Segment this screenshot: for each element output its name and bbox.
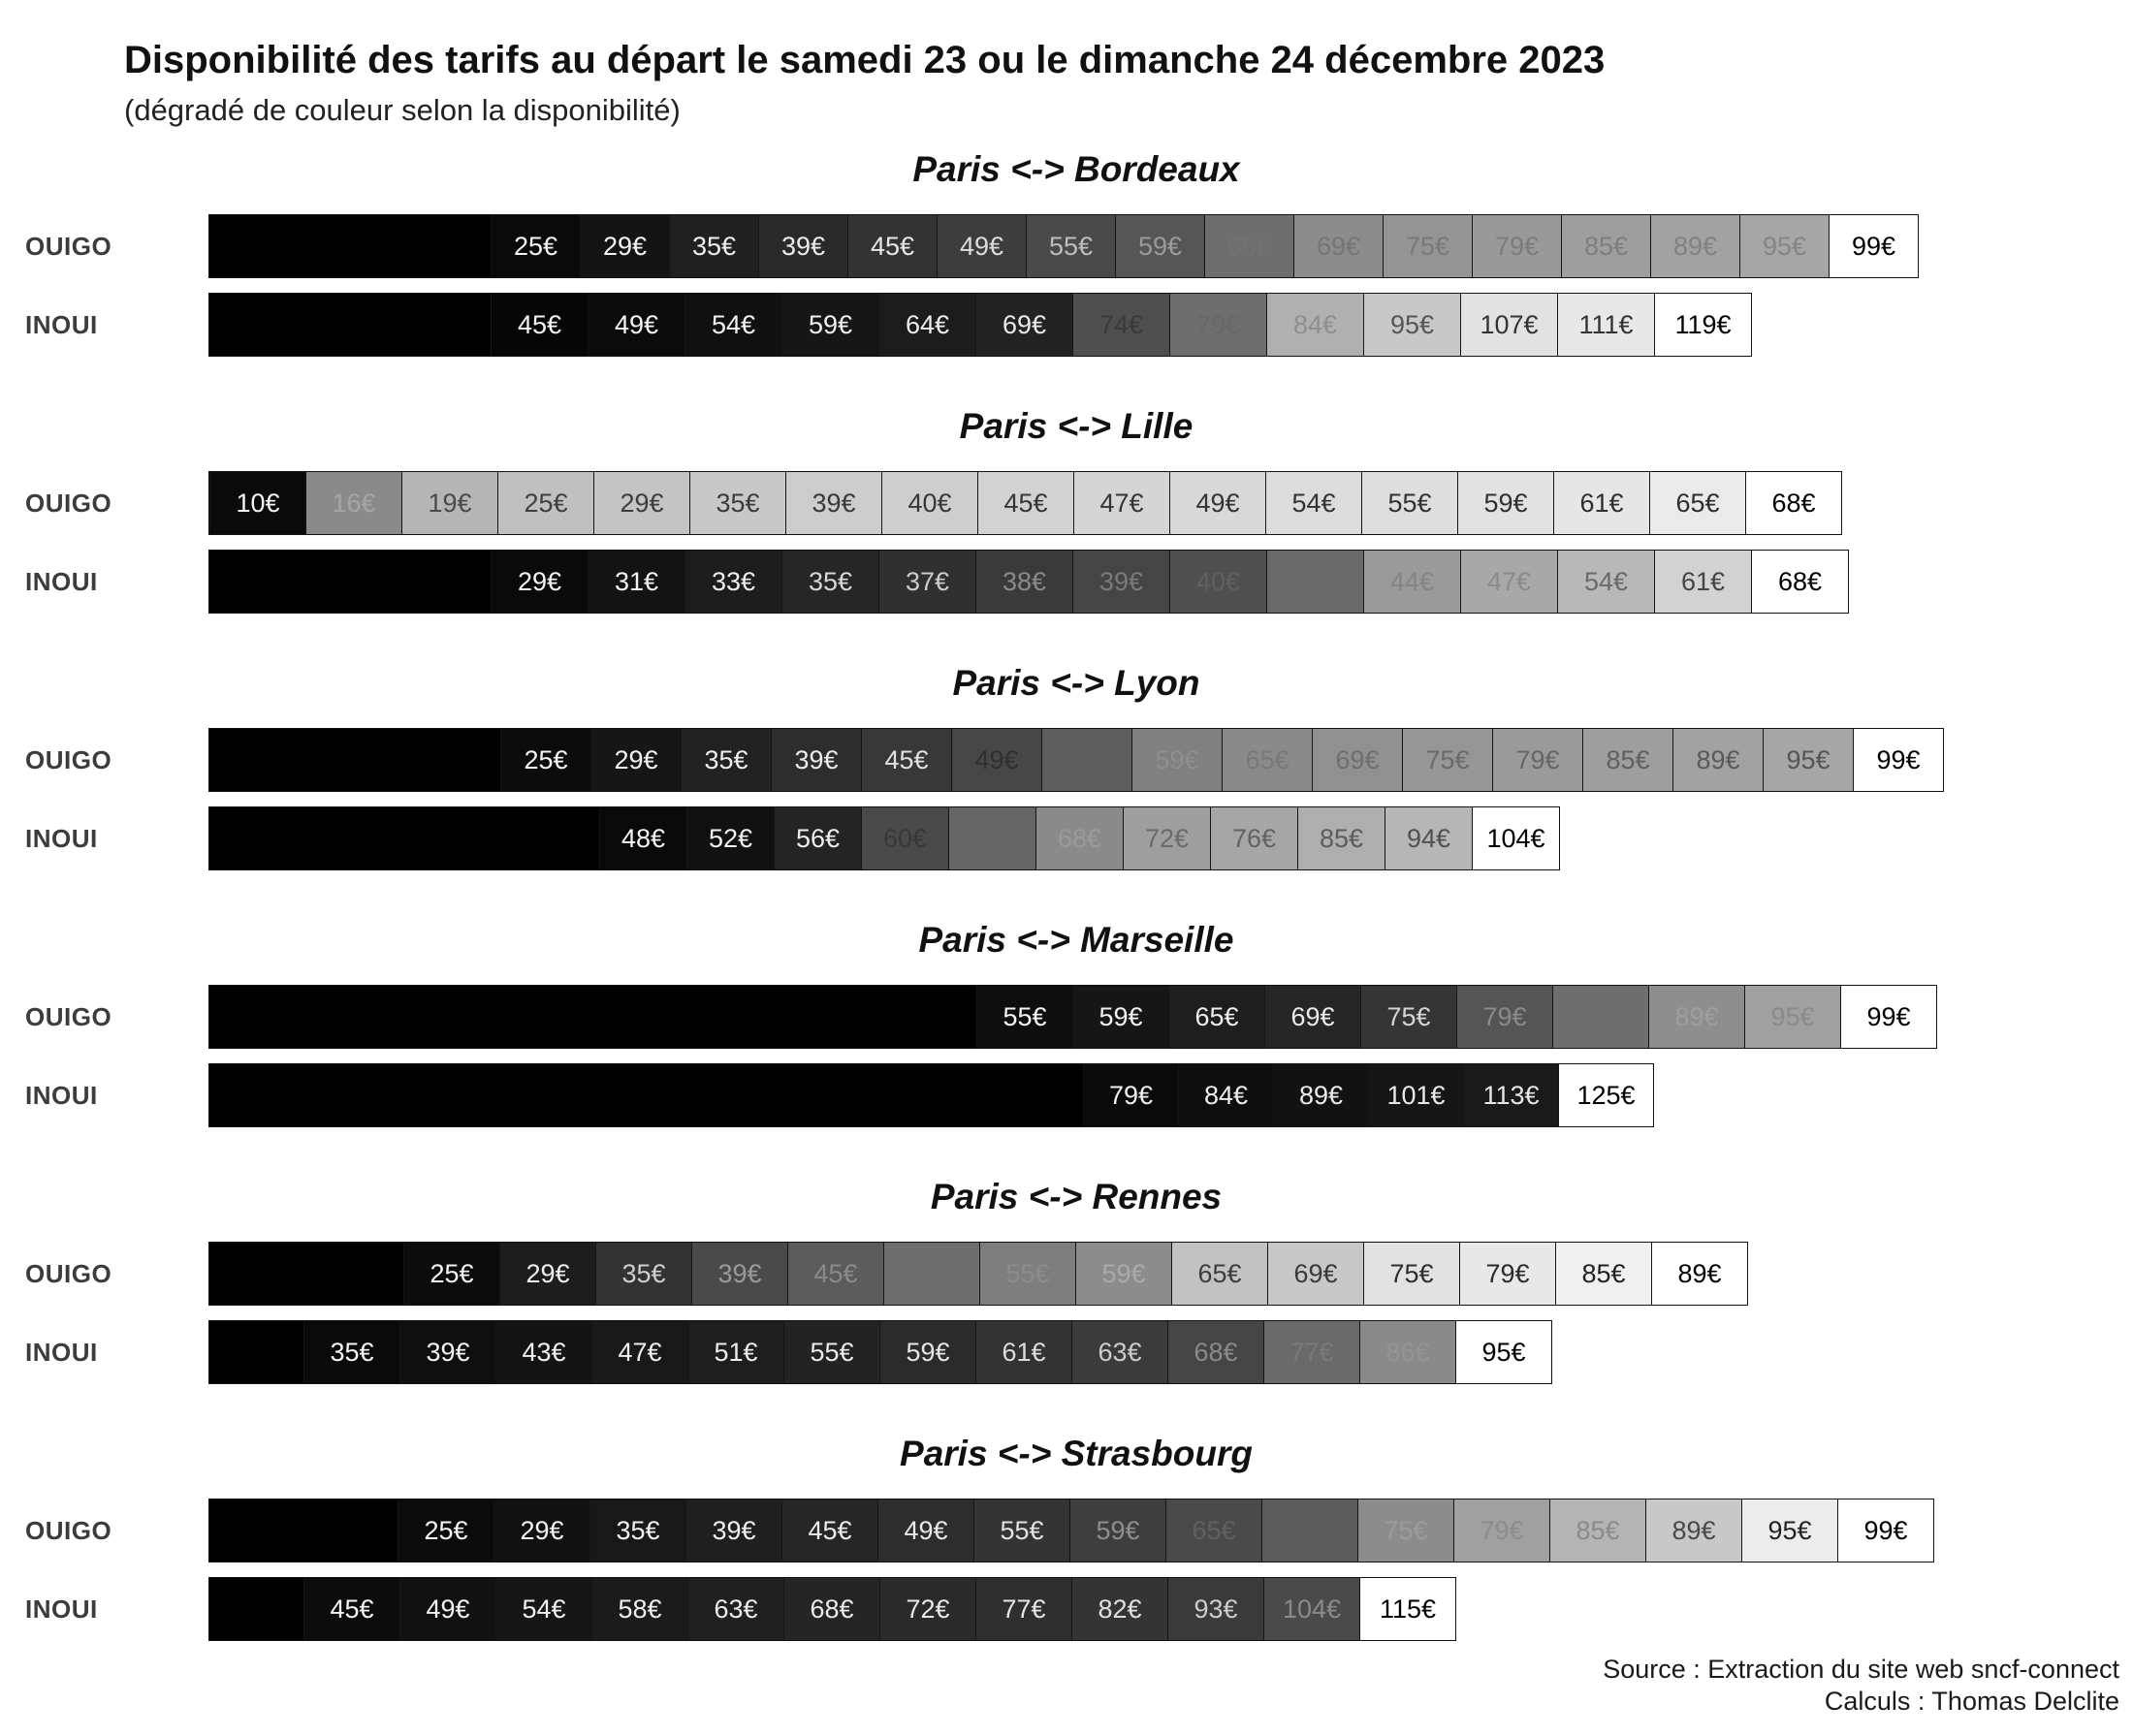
price-cell: 37€	[878, 551, 975, 613]
price-bar	[208, 214, 1919, 278]
route-title: Paris <-> Lille	[959, 406, 1194, 446]
price-cell: 68€	[1167, 1321, 1263, 1383]
price-cell: 59€	[1075, 1243, 1171, 1305]
price-bar-row	[0, 215, 2133, 277]
price-cell: 115€	[1359, 1578, 1455, 1640]
price-cell: 47€	[1073, 472, 1169, 534]
price-cell: 49€	[1169, 472, 1265, 534]
operator-label: INOUI	[25, 1080, 98, 1110]
price-cell: 45€	[861, 729, 951, 791]
price-cell: 89€	[1648, 986, 1744, 1048]
price-cell: 68€	[1745, 472, 1841, 534]
operator-label: OUIGO	[25, 1258, 112, 1288]
price-cell: 63€	[1071, 1321, 1167, 1383]
price-cell: 52€	[686, 807, 774, 869]
route-title: Paris <-> Strasbourg	[900, 1434, 1253, 1473]
operator-label: OUIGO	[25, 1515, 112, 1545]
price-cell: 58€	[591, 1578, 687, 1640]
price-cell: 95€	[1763, 729, 1853, 791]
price-cell: 29€	[493, 1499, 589, 1562]
price-cell: 54€	[684, 294, 781, 356]
route-title: Paris <-> Rennes	[930, 1177, 1223, 1216]
price-cell: 107€	[1460, 294, 1557, 356]
price-cell: 68€	[1751, 551, 1848, 613]
price-cell: 29€	[491, 551, 588, 613]
price-cell: 75€	[1402, 729, 1492, 791]
price-cell: 64€	[878, 294, 975, 356]
price-cell: 61€	[1654, 551, 1751, 613]
price-cell: 69€	[975, 294, 1072, 356]
price-cell: 79€	[1083, 1064, 1178, 1126]
price-cell: 65€	[1204, 215, 1293, 277]
price-cell: 59€	[781, 294, 878, 356]
price-cell: 39€	[771, 729, 861, 791]
price-cell: 47€	[1460, 551, 1557, 613]
sold-out-segment	[209, 1243, 403, 1305]
price-cell: 49€	[883, 1243, 979, 1305]
price-cell: 35€	[681, 729, 771, 791]
price-bar-row	[0, 729, 2133, 791]
source-line-2: Calculs : Thomas Delclite	[1824, 1687, 2119, 1717]
price-cell: 35€	[689, 472, 785, 534]
price-cell: 95€	[1739, 215, 1829, 277]
operator-label: INOUI	[25, 823, 98, 853]
price-cell: 19€	[401, 472, 497, 534]
operator-label: OUIGO	[25, 1001, 112, 1031]
price-cell: 39€	[691, 1243, 787, 1305]
price-cell: 72€	[879, 1578, 975, 1640]
price-cell: 42€	[1266, 551, 1363, 613]
price-cell: 79€	[1459, 1243, 1555, 1305]
price-cell: 49€	[588, 294, 684, 356]
price-cell: 104€	[1472, 807, 1559, 869]
route-section	[0, 663, 2133, 869]
price-cell: 69€	[1312, 729, 1402, 791]
sold-out-segment	[209, 986, 976, 1048]
price-cell: 59€	[1457, 472, 1553, 534]
sold-out-segment	[209, 1064, 1083, 1126]
price-cell: 79€	[1169, 294, 1266, 356]
price-cell: 75€	[1357, 1499, 1453, 1562]
sold-out-segment	[209, 729, 500, 791]
price-cell: 79€	[1472, 215, 1561, 277]
price-cell: 85€	[1297, 807, 1385, 869]
price-cell: 55€	[973, 1499, 1069, 1562]
price-cell: 35€	[303, 1321, 399, 1383]
route-title: Paris <-> Marseille	[918, 920, 1234, 960]
price-cell: 61€	[975, 1321, 1071, 1383]
price-bar	[208, 550, 1849, 614]
operator-label: INOUI	[25, 309, 98, 339]
price-cell: 45€	[847, 215, 937, 277]
price-bar-row	[0, 472, 2133, 534]
price-bar	[208, 985, 1937, 1049]
price-cell: 69€	[1293, 215, 1383, 277]
price-cell: 59€	[1069, 1499, 1165, 1562]
route-section	[0, 1434, 2133, 1640]
price-cell: 25€	[497, 472, 593, 534]
price-cell: 113€	[1463, 1064, 1558, 1126]
price-bar-row	[0, 1578, 2133, 1640]
price-bar-row	[0, 807, 2133, 869]
price-cell: 45€	[303, 1578, 399, 1640]
price-cell: 69€	[1264, 986, 1360, 1048]
price-cell: 25€	[500, 729, 590, 791]
price-cell: 55€	[1026, 215, 1115, 277]
price-cell: 25€	[491, 215, 580, 277]
price-cell: 85€	[1549, 1499, 1645, 1562]
price-cell: 75€	[1363, 1243, 1459, 1305]
price-bar	[208, 728, 1944, 792]
price-bar-row	[0, 1243, 2133, 1305]
price-cell: 82€	[1071, 1578, 1167, 1640]
price-bar-row	[0, 1064, 2133, 1126]
price-cell: 61€	[1553, 472, 1649, 534]
price-cell: 55€	[1041, 729, 1131, 791]
price-cell: 69€	[1267, 1243, 1363, 1305]
price-cell: 35€	[589, 1499, 685, 1562]
price-cell: 54€	[495, 1578, 591, 1640]
price-cell: 45€	[787, 1243, 883, 1305]
price-bar-row	[0, 986, 2133, 1048]
price-cell: 29€	[590, 729, 681, 791]
price-cell: 95€	[1741, 1499, 1837, 1562]
price-cell: 59€	[1115, 215, 1204, 277]
price-cell: 54€	[1557, 551, 1654, 613]
price-cell: 33€	[684, 551, 781, 613]
price-cell: 94€	[1385, 807, 1472, 869]
sold-out-segment	[209, 1499, 398, 1562]
price-bar	[208, 1577, 1456, 1641]
price-cell: 63€	[687, 1578, 783, 1640]
route-section	[0, 1177, 2133, 1383]
price-bar-row	[0, 551, 2133, 613]
price-cell: 16€	[305, 472, 401, 534]
price-cell: 35€	[669, 215, 758, 277]
price-cell: 74€	[1072, 294, 1169, 356]
price-cell: 44€	[1363, 551, 1460, 613]
price-cell: 89€	[1672, 729, 1763, 791]
price-bar	[208, 1242, 1748, 1306]
price-cell: 65€	[1171, 1243, 1267, 1305]
price-cell: 45€	[781, 1499, 877, 1562]
price-cell: 77€	[975, 1578, 1071, 1640]
price-cell: 39€	[785, 472, 881, 534]
price-cell: 89€	[1650, 215, 1739, 277]
operator-label: INOUI	[25, 1594, 98, 1624]
price-cell: 54€	[1265, 472, 1361, 534]
price-cell: 35€	[781, 551, 878, 613]
price-cell: 79€	[1492, 729, 1582, 791]
price-cell: 99€	[1829, 215, 1918, 277]
price-bar-row	[0, 294, 2133, 356]
price-cell: 48€	[599, 807, 686, 869]
price-cell: 85€	[1582, 729, 1672, 791]
price-cell: 99€	[1837, 1499, 1933, 1562]
price-cell: 85€	[1552, 986, 1648, 1048]
price-cell: 49€	[937, 215, 1026, 277]
price-cell: 95€	[1744, 986, 1840, 1048]
routes-container	[0, 149, 2133, 1640]
route-title: Paris <-> Bordeaux	[912, 149, 1240, 189]
price-cell: 39€	[1072, 551, 1169, 613]
price-cell: 89€	[1273, 1064, 1368, 1126]
price-cell: 85€	[1561, 215, 1650, 277]
sold-out-segment	[209, 215, 491, 277]
source-note	[1603, 1654, 2119, 1720]
price-cell: 49€	[877, 1499, 973, 1562]
price-cell: 31€	[588, 551, 684, 613]
price-cell: 99€	[1840, 986, 1936, 1048]
price-cell: 55€	[979, 1243, 1075, 1305]
route-section	[0, 920, 2133, 1126]
sold-out-segment	[209, 551, 491, 613]
price-cell: 59€	[1131, 729, 1222, 791]
price-cell: 55€	[1361, 472, 1457, 534]
chart-header	[124, 37, 2133, 128]
price-cell: 60€	[861, 807, 948, 869]
price-cell: 55€	[783, 1321, 879, 1383]
route-section	[0, 149, 2133, 356]
price-bar	[208, 806, 1560, 870]
price-cell: 39€	[399, 1321, 495, 1383]
price-cell: 59€	[879, 1321, 975, 1383]
price-cell: 39€	[758, 215, 847, 277]
operator-label: INOUI	[25, 1337, 98, 1367]
price-cell: 29€	[580, 215, 669, 277]
sold-out-segment	[209, 294, 491, 356]
price-cell: 35€	[595, 1243, 691, 1305]
price-cell: 29€	[499, 1243, 595, 1305]
price-cell: 101€	[1368, 1064, 1463, 1126]
price-cell: 119€	[1654, 294, 1751, 356]
price-cell: 25€	[403, 1243, 499, 1305]
source-line-1: Source : Extraction du site web sncf-connect	[1603, 1654, 2119, 1684]
page-title: Disponibilité des tarifs au départ le samedi 23 ou le dimanche 24 décembre 2023	[124, 39, 1606, 81]
price-cell: 45€	[977, 472, 1073, 534]
price-cell: 64€	[948, 807, 1035, 869]
price-cell: 65€	[1168, 986, 1264, 1048]
price-cell: 68€	[1035, 807, 1123, 869]
price-cell: 104€	[1263, 1578, 1359, 1640]
operator-label: OUIGO	[25, 488, 112, 518]
price-cell: 69€	[1261, 1499, 1357, 1562]
price-cell: 55€	[976, 986, 1072, 1048]
route-section	[0, 406, 2133, 613]
price-cell: 65€	[1165, 1499, 1261, 1562]
price-cell: 56€	[774, 807, 861, 869]
price-cell: 89€	[1645, 1499, 1741, 1562]
price-cell: 25€	[398, 1499, 493, 1562]
price-cell: 47€	[591, 1321, 687, 1383]
price-cell: 79€	[1456, 986, 1552, 1048]
page-subtitle: (dégradé de couleur selon la disponibilité)	[124, 93, 681, 127]
price-cell: 59€	[1072, 986, 1168, 1048]
price-cell: 125€	[1558, 1064, 1653, 1126]
price-cell: 10€	[209, 472, 305, 534]
price-bar	[208, 1320, 1552, 1384]
sold-out-segment	[209, 807, 599, 869]
price-cell: 75€	[1383, 215, 1472, 277]
price-cell: 76€	[1210, 807, 1297, 869]
price-cell: 111€	[1557, 294, 1654, 356]
price-cell: 39€	[685, 1499, 781, 1562]
price-cell: 75€	[1360, 986, 1456, 1048]
price-cell: 68€	[783, 1578, 879, 1640]
price-cell: 77€	[1263, 1321, 1359, 1383]
operator-label: OUIGO	[25, 744, 112, 774]
price-cell: 86€	[1359, 1321, 1455, 1383]
price-bar	[208, 1499, 1934, 1562]
price-cell: 99€	[1853, 729, 1943, 791]
price-cell: 85€	[1555, 1243, 1651, 1305]
price-cell: 65€	[1649, 472, 1745, 534]
price-cell: 84€	[1266, 294, 1363, 356]
price-cell: 29€	[593, 472, 689, 534]
price-cell: 95€	[1455, 1321, 1551, 1383]
price-cell: 51€	[687, 1321, 783, 1383]
price-cell: 79€	[1453, 1499, 1549, 1562]
price-cell: 49€	[951, 729, 1041, 791]
price-cell: 89€	[1651, 1243, 1747, 1305]
sold-out-segment	[209, 1321, 303, 1383]
route-title: Paris <-> Lyon	[952, 663, 1200, 703]
sold-out-segment	[209, 1578, 303, 1640]
price-cell: 40€	[1169, 551, 1266, 613]
price-cell: 72€	[1123, 807, 1210, 869]
price-bar-row	[0, 1321, 2133, 1383]
price-bar-row	[0, 1499, 2133, 1562]
price-bar	[208, 471, 1842, 535]
operator-label: OUIGO	[25, 231, 112, 261]
price-cell: 45€	[491, 294, 588, 356]
price-cell: 38€	[975, 551, 1072, 613]
price-cell: 43€	[495, 1321, 591, 1383]
price-cell: 84€	[1178, 1064, 1273, 1126]
price-cell: 95€	[1363, 294, 1460, 356]
price-bar	[208, 1063, 1654, 1127]
price-bar	[208, 293, 1752, 357]
price-cell: 49€	[399, 1578, 495, 1640]
price-cell: 65€	[1222, 729, 1312, 791]
price-cell: 40€	[881, 472, 977, 534]
price-cell: 93€	[1167, 1578, 1263, 1640]
operator-label: INOUI	[25, 566, 98, 596]
